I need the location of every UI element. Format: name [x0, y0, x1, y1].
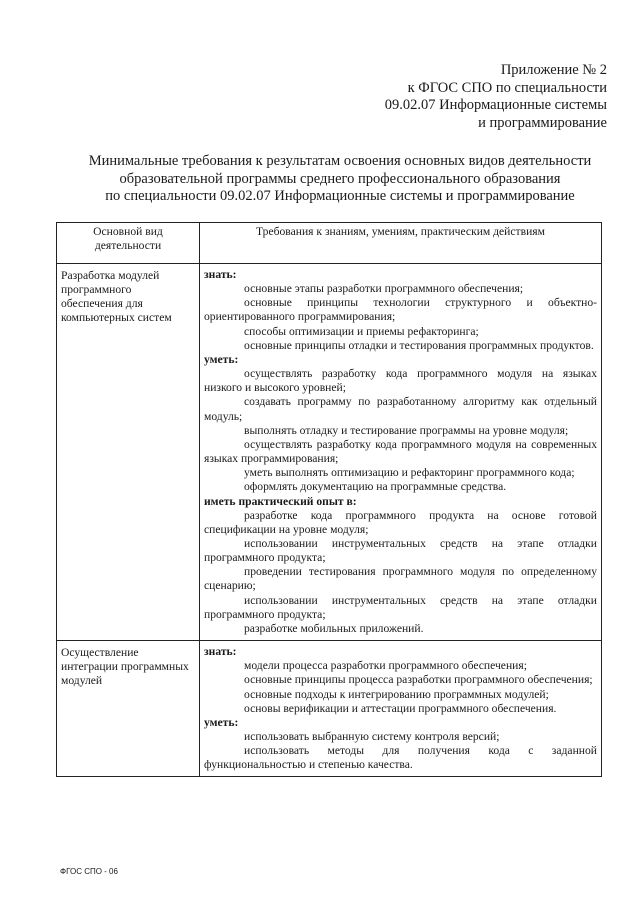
section-label: знать: — [204, 268, 237, 281]
requirement-item: основные принципы отладки и тестирования программных продуктов. — [244, 338, 594, 352]
title-line: образовательной программы среднего профессионального образования — [119, 170, 561, 187]
table-row — [57, 264, 602, 641]
column-header-activity: Основной вид деятельности — [57, 223, 200, 264]
requirement-item: использовать методы для получения кода с заданной функциональностью и степенью качества. — [204, 744, 597, 772]
requirement-item: разработке кода программного продукта на основе готовой спецификации на уровне модуля; — [204, 508, 597, 536]
requirement-item: основные этапы разработки программного обеспечения; — [244, 282, 524, 296]
appendix-line: 09.02.07 Информационные системы — [384, 97, 607, 113]
requirement-item: основные принципы процесса разработки программного обеспечения; — [244, 673, 593, 687]
activity-cell: Разработка модулей программного обеспечения для компьютерных систем — [57, 264, 200, 641]
requirement-item: оформлять документацию на программные средства. — [244, 480, 507, 494]
appendix-header — [385, 62, 607, 132]
requirement-item: способы оптимизации и приемы рефакторинга; — [244, 324, 479, 338]
requirement-item: использовании инструментальных средств на этапе отладки программного продукта; — [204, 536, 597, 565]
table-row — [57, 641, 602, 777]
requirement-item: осуществлять разработку кода программного модуля на языках низкого и высокого уровней; — [204, 367, 597, 395]
requirement-item: разработке мобильных приложений. — [244, 621, 424, 635]
section-label: уметь: — [204, 715, 239, 729]
requirement-item: создавать программу по разработанному алгоритму как отдельный модуль; — [204, 395, 597, 423]
document-title — [60, 153, 620, 206]
requirement-item: основные принципы технологии структурного и объектно-ориентированного программирования; — [204, 296, 597, 324]
title-line: Минимальные требования к результатам освоения основных видов деятельности — [88, 153, 592, 169]
requirement-item: выполнять отладку и тестирование программы на уровне модуля; — [244, 423, 569, 437]
appendix-line: к ФГОС СПО по специальности — [407, 79, 607, 96]
requirements-table — [56, 222, 602, 777]
section-label: иметь практический опыт в: — [204, 494, 357, 508]
table-header-row — [57, 223, 602, 264]
page-footer: ФГОС СПО - 06 — [60, 867, 118, 876]
section-label: знать: — [204, 645, 237, 659]
title-line: по специальности 09.02.07 Информационные системы и программирование — [105, 188, 575, 204]
requirement-item: основные подходы к интегрированию программных модулей; — [244, 687, 549, 701]
requirements-cell — [200, 641, 602, 777]
requirement-item: использовать выбранную систему контроля версий; — [244, 730, 500, 743]
requirement-item: проведении тестирования программного модуля по определенному сценарию; — [204, 565, 597, 593]
section-label: уметь: — [204, 352, 239, 366]
requirement-item: использовании инструментальных средств на этапе отладки программного продукта; — [204, 593, 597, 621]
requirement-item: уметь выполнять оптимизацию и рефакторинг программного кода; — [244, 466, 575, 480]
appendix-line: Приложение № 2 — [500, 62, 607, 78]
activity-cell: Осуществление интеграции программных модулей — [57, 641, 200, 777]
requirement-item: осуществлять разработку кода программного модуля на современных языках программирования; — [204, 437, 597, 466]
appendix-line: и программирование — [478, 114, 607, 131]
column-header-requirements: Требования к знаниям, умениям, практическим действиям — [200, 223, 602, 264]
requirement-item: модели процесса разработки программного обеспечения; — [244, 659, 527, 673]
requirement-item: основы верификации и аттестации программного обеспечения. — [244, 701, 557, 715]
requirements-cell — [200, 264, 602, 641]
